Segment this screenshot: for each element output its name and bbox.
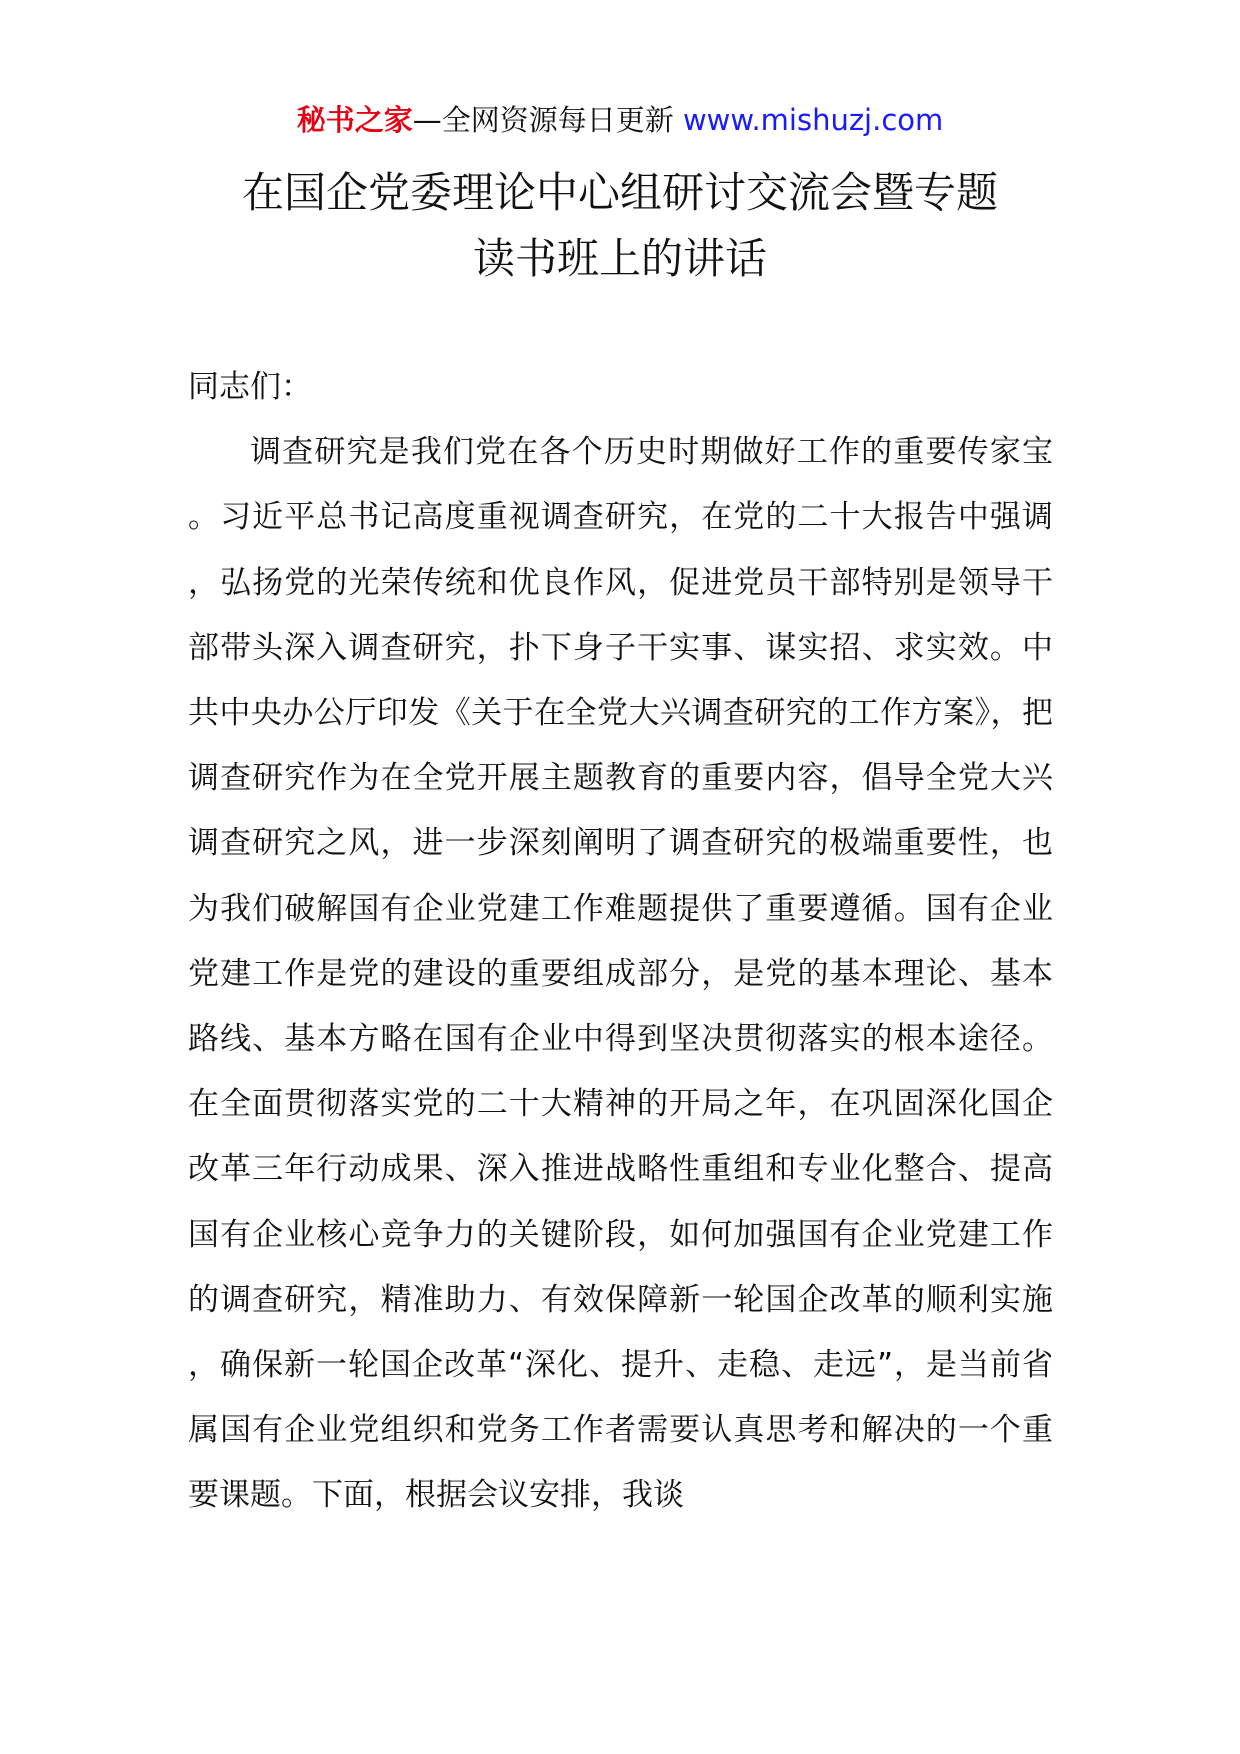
document-title-line-2: 读书班上的讲话 — [472, 234, 767, 283]
site-url-link[interactable]: www.mishuzj.com — [682, 103, 944, 137]
document-title-line-1: 在国企党委理论中心组研讨交流会暨专题 — [241, 168, 998, 217]
site-header — [0, 100, 1240, 140]
salutation: 同志们： — [188, 369, 312, 405]
document-title — [0, 160, 1240, 292]
body-paragraph: 调查研究是我们党在各个历史时期做好工作的重要传家宝。习近平总书记高度重视调查研究，在党的二十大报告中强调，弘扬党的光荣传统和优良作风，促进党员干部特别是领导干部带头深入调查研究，扑下身子干实事、谋实招、求实效。中共中央办公厅印发《关于在全党大兴调查研究的工作方案》，把调查研究作为在全党开展主题教育的重要内容，倡导全党大兴调查研究之风，进一步深刻阐明了调查研究的极端重要性，也为我们破解国有企业党建工作难题提供了重要遵循。国有企业党建工作是党的建设的重要组成部分，是党的基本理论、基本路线、基本方略在国有企业中得到坚决贯彻落实的根本途径。在全面贯彻落实党的二十大精神的开局之年，在巩固深化国企改革三年行动成果、深入推进战略性重组和专业化整合、提高国有企业核心竞争力的关键阶段，如何加强国有企业党建工作的调查研究，精准助力、有效保障新一轮国企改革的顺利实施，确保新一轮国企改革“深化、提升、走稳、走远”，是当前省属国有企业党组织和党务工作者需要认真思考和解决的一个重要课题。下面，根据会议安排，我谈 — [188, 434, 1053, 1514]
document-body — [188, 355, 1053, 1529]
site-brand: 秘书之家 — [296, 103, 413, 137]
site-tagline: —全网资源每日更新 — [412, 103, 674, 137]
